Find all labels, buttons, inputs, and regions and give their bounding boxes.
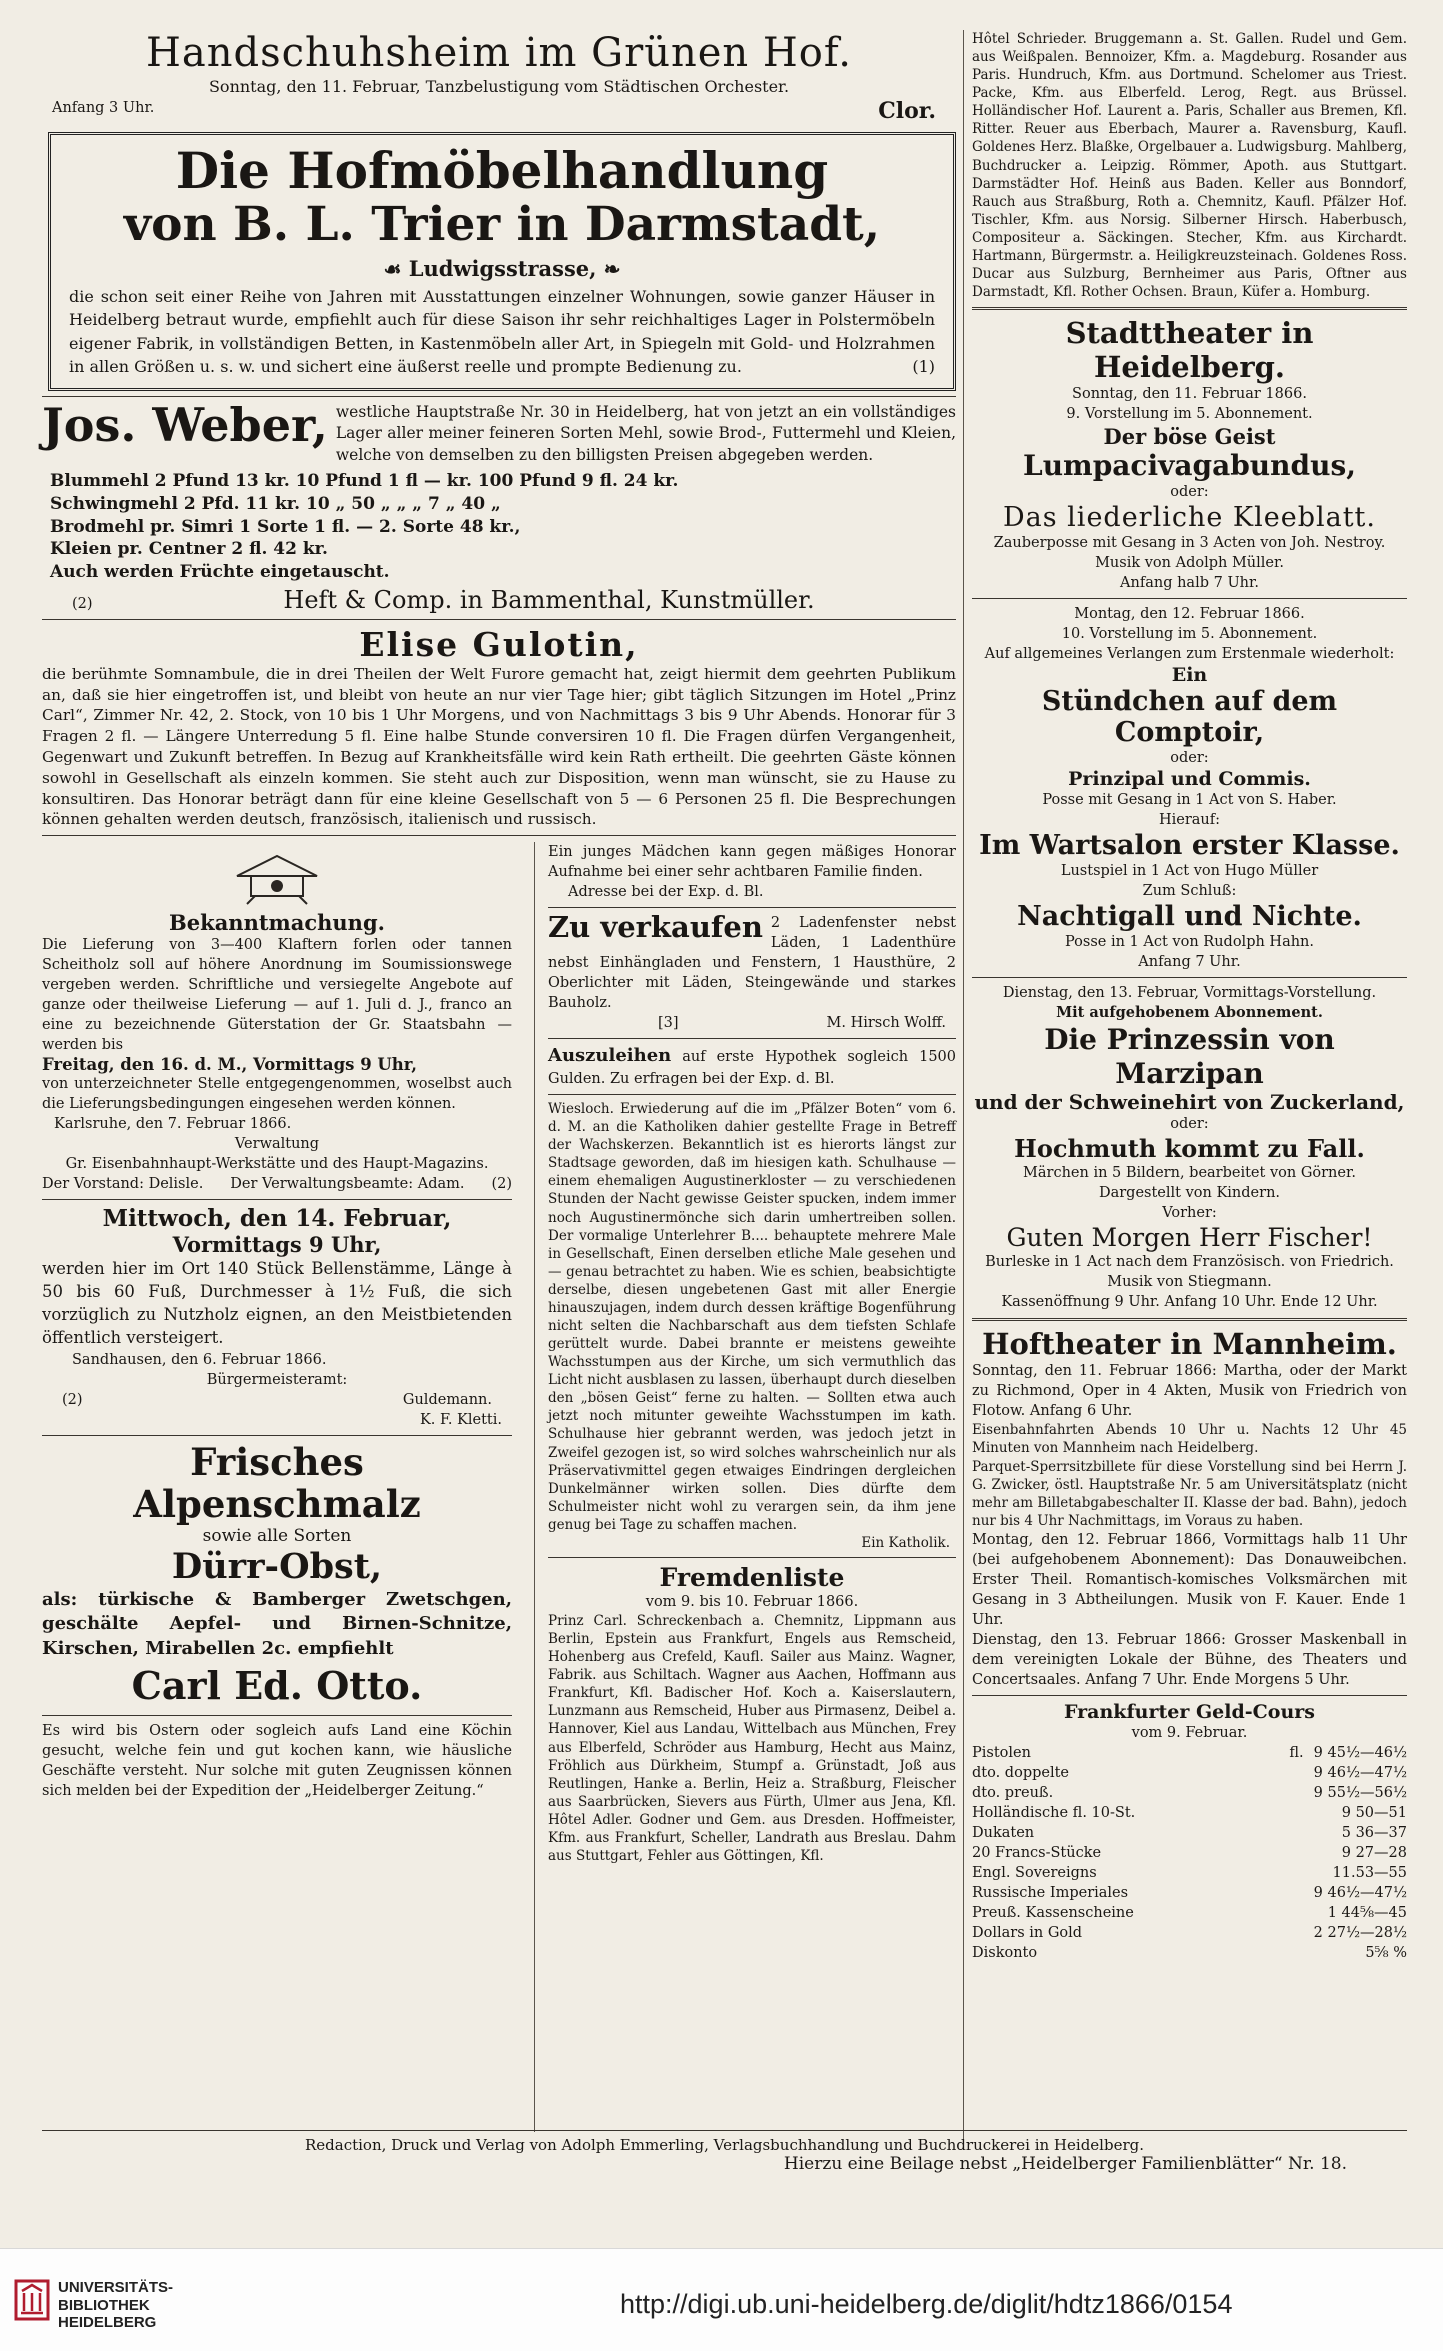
bekanntmachung-title: Bekanntmachung. (169, 910, 385, 936)
fremdenliste-body: Prinz Carl. Schreckenbach a. Chemnitz, Lippmann aus Berlin, Epstein aus Frankfurt, Engels aus Remscheid, Hohenberg aus Crefeld, Kaufl. Sailer aus Mainz. Wagner, Fabrik. aus Schiltach. Wagner aus Aachen, Hoffmann aus Frankfurt, Kfl. Badischer Hof. Koch a. Kaiserslautern, Lunzmann aus Remscheid, Huber aus Pirmasenz, Deibel a. Hannover, Kiel aus Landau, Wittelbach aus München, Frey aus Elberfeld, Schröder aus Hamburg, Hecht aus Mainz, Fröhlich aus Dürkheim, Stumpf a. Grünstadt, Joß aus Reutlingen, Hanke a. Berlin, Heiz a. Straßburg, Fleischer aus Saarbrücken, Sievers aus Fürth, Ulmer aus Jena, Kfl. Hôtel Adler. Godner und Gem. aus Dresden. Hoffmeister, Kfm. aus Frankfurt, Scheller, Landrath aus Breslau. Dahm aus Stuttgart, Fehler aus Göttingen, Kfl. (548, 1612, 956, 1864)
bekanntmachung-body: Die Lieferung von 3—400 Klaftern forlen oder tannen Scheitholz soll auf höhere Anordnung im Soumissionswege vergeben werden. Schriftliche und versiegelte Angebote auf ganze oder theilweise Lieferung — auf 1. Juli d. J., franco an eine zu bezeichnende Güterstation der Gr. Staatsbahn — werden bis (42, 937, 512, 1054)
alpenschmalz-sub: sowie alle Sorten (202, 1525, 352, 1546)
geldcours-row-name: dto. doppelte (972, 1764, 1070, 1781)
geldcours-row (972, 1803, 1407, 1823)
hoftheater-body4: Montag, den 12. Februar 1866, Vormittags halb 11 Uhr (bei aufgehobenem Abonnement): Das Donauweibchen. Erster Theil. Romantisch-komisches Volksmärchen mit Gesang in 3 Abtheilungen. Musik von F. Kauer. Ende 1 Uhr. (972, 1531, 1407, 1628)
handschuhsheim-line1: Sonntag, den 11. Februar, Tanzbelustigung vom Städtischen Orchester. (208, 77, 790, 96)
trier-title1: Die Hofmöbelhandlung (175, 141, 829, 201)
weber-price-1: Blummehl 2 Pfund 13 kr. 10 Pfund 1 fl — kr. 100 Pfund 9 fl. 24 kr. (50, 471, 679, 491)
ornament-left-icon: ☙ (383, 257, 402, 282)
right-sub-column (548, 842, 956, 1865)
stadttheater-p1d: Zauberposse mit Gesang in 3 Acten von Joh. Nestroy. Musik von Adolph Müller. (993, 535, 1386, 572)
geldcours-row (972, 1743, 1407, 1763)
university-library-logo-icon (14, 2279, 50, 2321)
geldcours-row-name: Dukaten (972, 1824, 1035, 1841)
bekanntmachung-mark: (2) (491, 1176, 512, 1193)
stadttheater-p2b: Stündchen auf dem Comptoir, (1041, 686, 1338, 749)
mittwoch-name: Guldemann. (402, 1391, 492, 1408)
verkaufen-name: M. Hirsch Wolff. (826, 1015, 946, 1032)
alpenschmalz-title: Frisches Alpenschmalz (133, 1439, 421, 1527)
verkaufen-body: 2 Ladenfenster nebst Läden, 1 Ladenthüre nebst Einhängladen und Fenstern, 1 Hausthüre, 2 Oberlichter mit Läden, Steingewände und starkes Bauholz. (548, 915, 956, 1012)
stadttheater-vorher: Vorher: (1162, 1205, 1217, 1222)
stadttheater-v3: Mit aufgehobenem Abonnement. (1056, 1004, 1323, 1022)
weber-name: Jos. Weber, (42, 397, 328, 452)
hoftheater-body1: Sonntag, den 11. Februar 1866: Martha, oder der Markt zu Richmond, Oper in 4 Akten, Musik von Friedrich von Flotow. Anfang 6 Uhr. (972, 1363, 1407, 1420)
library-footer-bar (0, 2248, 1443, 2351)
stadttheater-v1: 9. Vorstellung im 5. Abonnement. (1066, 406, 1313, 423)
stadttheater (972, 316, 1407, 1312)
fremdenliste-date: vom 9. bis 10. Februar 1866. (645, 1593, 859, 1610)
stadttheater-d1: Sonntag, den 11. Februar 1866. (1072, 386, 1307, 403)
page-footer (42, 2125, 1407, 2174)
hoftheater-body3: Parquet-Sperrsitzbillete für diese Vorstellung sind bei Herrn J. G. Zwicker, östl. Hauptstraße Nr. 5 am Universitätsplatz (nicht mehr am Billetabgabeschalter II. Klasse der bad. Bahn), jedoch nur bis 4 Uhr Nachmittags, im Voraus zu haben. (972, 1458, 1407, 1529)
stadttheater-p5d: Märchen in 5 Bildern, bearbeitet von Görner. (1023, 1165, 1356, 1182)
stadttheater-zumschluss: Zum Schluß: (1142, 883, 1237, 900)
ad-handschuhsheim (42, 30, 956, 124)
geldcours-row (972, 1883, 1407, 1903)
stadttheater-p4c: Anfang 7 Uhr. (1138, 954, 1241, 971)
stadttheater-p6c: Kassenöffnung 9 Uhr. Anfang 10 Uhr. Ende 12 Uhr. (1001, 1294, 1378, 1311)
geldcours-row-name: Dollars in Gold (972, 1924, 1083, 1941)
stadttheater-d2: Montag, den 12. Februar 1866. (1074, 606, 1305, 623)
stadttheater-p6b: Burleske in 1 Act nach dem Französisch. von Friedrich. Musik von Stiegmann. (985, 1254, 1394, 1291)
library-name-line3: HEIDELBERG (58, 2314, 157, 2332)
hoftheater-body2: Eisenbahnfahrten Abends 10 Uhr u. Nachts 12 Uhr 45 Minuten von Mannheim nach Heidelberg. (972, 1422, 1407, 1457)
library-name (58, 2279, 173, 2332)
fremdenliste-title: Fremdenliste (659, 1562, 845, 1592)
weber-price-4: Kleien pr. Centner 2 fl. 42 kr. (50, 539, 328, 560)
stadttheater-p3b: Lustspiel in 1 Act von Hugo Müller (1060, 863, 1319, 880)
stadttheater-p5a: Die Prinzessin von Marzipan (1044, 1023, 1335, 1090)
geldcours-row-value: 9 46½—47½ (1313, 1884, 1407, 1901)
geldcours-row-value: 9 55½—56½ (1313, 1784, 1407, 1801)
stadttheater-oder2: oder: (1170, 750, 1209, 767)
geldcours-row-value: 9 50—51 (1341, 1804, 1407, 1821)
geldcours-row-name: Engl. Sovereigns (972, 1864, 1097, 1881)
bekanntmachung-place: Karlsruhe, den 7. Februar 1866. (54, 1116, 292, 1133)
hoftheater-title: Hoftheater in Mannheim. (982, 1327, 1397, 1362)
geldcours-row-value: 1 44⅝—45 (1327, 1904, 1407, 1921)
geldcours-row-unit: fl. (1289, 1744, 1304, 1761)
handschuhsheim-title: Handschuhsheim im Grünen Hof. (146, 30, 852, 76)
trier-mark: (1) (912, 356, 935, 376)
ad-gulotin (42, 625, 956, 830)
stadttheater-p2c: Prinzipal und Commis. (1068, 768, 1311, 791)
gulotin-body: die berühmte Somnambule, die in drei Theilen der Welt Furore gemacht hat, zeigt hiermit dem geehrten Publikum an, daß sie hier eingetroffen ist, und bleibt von heute an nur vier Tage hier; gibt täglich Sitzungen im Hotel „Prinz Carl“, Zimmer Nr. 42, 2. Stock, von 10 bis 1 Uhr Morgens, und von Nachmittags 3 bis 9 Uhr Abends. Honorar für 3 Fragen 2 fl. — Längere Unterredung 5 fl. Eine halbe Stunde conversiren 10 fl. Die Fragen dürfen Vergangenheit, Gegenwart und Zukunft betreffen. In Bezug auf Krankheitsfälle wird kein Rath ertheilt. Die geehrten Gäste können sowohl in Gesellschaft als einzeln kommen. Sie steht auch zur Disposition, wenn man wünscht, sie zu Hause zu konsultiren. Das Honorar beträgt dann für eine kleine Gesellschaft von 5 — 6 Personen 25 fl. Die Besprechungen können gehalten werden deutsch, französisch, italienisch und russisch. (42, 664, 956, 829)
geldcours-row-name: 20 Francs-Stücke (972, 1844, 1102, 1861)
ad-trier-box (48, 132, 956, 391)
bekanntmachung-sig-right: Der Verwaltungsbeamte: Adam. (230, 1176, 465, 1193)
weber-price-3: Brodmehl pr. Simri 1 Sorte 1 fl. — 2. Sorte 48 kr., (50, 516, 521, 537)
bekanntmachung-auth2: Gr. Eisenbahnhaupt-Werkstätte und des Haupt-Magazins. (65, 1156, 489, 1173)
stadttheater-v2b: Auf allgemeines Verlangen zum Erstenmale wiederholt: (984, 646, 1395, 663)
mittwoch-time: Vormittags 9 Uhr, (172, 1232, 382, 1258)
weber-price-2: Schwingmehl 2 Pfd. 11 kr. 10 „ 50 „ „ „ 7 „ 40 „ (50, 493, 501, 514)
mittwoch-clerk: K. F. Kletti. (419, 1411, 502, 1428)
left-sub-column (42, 842, 512, 1801)
stadttheater-p4a: Nachtigall und Nichte. (1017, 901, 1362, 933)
koechin-body: Es wird bis Ostern oder sogleich aufs Land eine Köchin gesucht, welche fein und gut kochen kann, wie häusliche Geschäfte versteht. Nur solche mit guten Zeugnissen können sich melden bei der Expedition der „Heidelberger Zeitung.“ (42, 1723, 512, 1800)
auszuleihen-title: Auszuleihen (548, 1045, 672, 1067)
handschuhsheim-signature: Clor. (878, 98, 936, 125)
mittwoch-place: Sandhausen, den 6. Februar 1866. (72, 1351, 327, 1368)
geldcours-row (972, 1843, 1407, 1863)
hotels-body: Hôtel Schrieder. Bruggemann a. St. Gallen. Rudel und Gem. aus Weißpalen. Bennoizer, Kfm. a. Magdeburg. Rosander aus Paris. Hundruch, Kfm. aus Dortmund. Schelomer aus Triest. Packe, Kfm. aus Elberfeld. Lerog, Regt. aus Brüssel. Holländischer Hof. Laurent a. Paris, Schaller aus Bremen, Kfl. Ritter. Reuer aus Eberbach, Maurer a. Ravensburg, Kaufl. Goldenes Herz. Blaßke, Orgelbauer a. Ludwigsburg. Mahlberg, Buchdrucker a. Leipzig. Römmer, Apoth. aus Stuttgart. Darmstädter Hof. Heinß aus Baden. Keller aus Bonndorf, Rauch aus Straßburg, Roth a. Chemnitz, Kaufl. Pfälzer Hof. Tischler, Kfm. aus Norsig. Silberner Hirsch. Haberbusch, Compositeur a. Säckingen. Stecher, Kfm. aus Kirchardt. Hartmann, Bürgermstr. a. Heiligkreuzsteinach. Goldenes Ross. Ducar aus Sulzburg, Bernheimer aus Paris, Oftner aus Darmstadt, Kfl. Rother Ochsen. Braun, Küfer a. Homburg. (972, 31, 1407, 301)
weber-mark: (2) (72, 595, 93, 612)
wiesloch-sig: Ein Katholik. (861, 1534, 950, 1551)
stadttheater-oder1: oder: (1170, 484, 1209, 501)
library-name-line2: BIBLIOTHEK (58, 2296, 150, 2314)
geldcours-date: vom 9. Februar. (1131, 1724, 1248, 1741)
geldcours-row-value: 9 46½—47½ (1313, 1764, 1407, 1781)
geldcours-row-name: Holländische fl. 10-St. (972, 1804, 1136, 1821)
stadttheater-p2a: Ein (1171, 664, 1208, 687)
weber-firm: Heft & Comp. in Bammenthal, Kunstmüller. (283, 585, 815, 614)
geldcours-row (972, 1923, 1407, 1943)
geldcours-title: Frankfurter Geld-Cours (1064, 1700, 1315, 1723)
stadttheater-p4b: Posse in 1 Act von Rudolph Hahn. (1065, 934, 1314, 951)
stadttheater-p2d: Posse mit Gesang in 1 Act von S. Haber. (1042, 792, 1337, 809)
newspaper-page (42, 30, 1407, 2226)
bleed-through-watermark (66, 1903, 479, 2078)
alpenschmalz-name: Carl Ed. Otto. (131, 1663, 423, 1709)
geldcours-row (972, 1783, 1407, 1803)
geldcours-row-name: Preuß. Kassenscheine (972, 1904, 1134, 1921)
mittwoch-mark: (2) (62, 1391, 83, 1408)
geldcours-row-value: 2 27½—28½ (1313, 1924, 1407, 1941)
stadttheater-oder3: oder: (1170, 1116, 1209, 1133)
trier-title2: von B. L. Trier in Darmstadt, (123, 197, 881, 253)
coat-of-arms-icon (217, 850, 337, 906)
stadttheater-p1e: Anfang halb 7 Uhr. (1120, 575, 1259, 592)
mittwoch-office: Bürgermeisteramt: (206, 1371, 348, 1388)
geldcours-row-name: dto. preuß. (972, 1784, 1054, 1801)
sub-column-divider (534, 842, 535, 2132)
permalink-url[interactable]: http://digi.ub.uni-heidelberg.de/diglit/hdtz1866/0154 (620, 2289, 1233, 2319)
auszuleihen-body: auf erste Hypothek sogleich 1500 Gulden. Zu erfragen bei der Exp. d. Bl. (548, 1049, 956, 1088)
stadttheater-d3: Dienstag, den 13. Februar, Vormittags-Vorstellung. (1002, 985, 1377, 1002)
weber-body: westliche Hauptstraße Nr. 30 in Heidelberg, hat von jetzt an ein vollständiges Lager aller meiner feineren Sorten Mehl, sowie Brod-, Futtermehl und Kleien, welche von demselben zu den billigsten Preisen abgegeben werden. (335, 402, 956, 464)
geldcours (972, 1701, 1407, 1963)
bekanntmachung-sig-left: Der Vorstand: Delisle. (42, 1176, 204, 1193)
stadttheater-p1c: Das liederliche Kleeblatt. (1002, 502, 1376, 534)
stadttheater-p5c: Hochmuth kommt zu Fall. (1014, 1134, 1365, 1164)
maedchen-body: Ein junges Mädchen kann gegen mäßiges Honorar Aufnahme bei einer sehr achtbaren Familie finden. (548, 844, 956, 881)
weber-price-5: Auch werden Früchte eingetauscht. (50, 562, 390, 583)
maedchen-addr: Adresse bei der Exp. d. Bl. (568, 884, 764, 901)
geldcours-row (972, 1943, 1407, 1963)
mittwoch-body: werden hier im Ort 140 Stück Bellenstämme, Länge à 50 bis 60 Fuß, Durchmesser à 1½ Fuß, die sich vorzüglich zu Nutzholz eignen, an den Meistbietenden öffentlich versteigert. (42, 1259, 512, 1348)
geldcours-row-name: Diskonto (972, 1944, 1038, 1961)
geldcours-row (972, 1763, 1407, 1783)
stadttheater-p5b: und der Schweinehirt von Zuckerland, (974, 1090, 1405, 1115)
alpenschmalz-body: als: türkische & Bamberger Zwetschgen, geschälte Aepfel- und Birnen-Schnitze, Kirschen, Mirabellen 2c. empfiehlt (42, 1588, 512, 1659)
handschuhsheim-start: Anfang 3 Uhr. (52, 100, 155, 117)
gulotin-name: Elise Gulotin, (359, 624, 639, 664)
verkaufen-title: Zu verkaufen (548, 910, 763, 945)
alpenschmalz-title2: Dürr-Obst, (171, 1545, 383, 1587)
footer-line1: Redaction, Druck und Verlag von Adolph Emmerling, Verlagsbuchhandlung und Buchdruckerei in Heidelberg. (304, 2136, 1144, 2154)
bekanntmachung-body2: von unterzeichneter Stelle entgegengenommen, woselbst auch die Lieferungsbedingungen eingesehen werden können. (42, 1076, 512, 1113)
stadttheater-hierauf: Hierauf: (1158, 812, 1221, 829)
ornament-right-icon: ❧ (603, 257, 621, 282)
geldcours-row (972, 1903, 1407, 1923)
geldcours-row-name: Pistolen (972, 1744, 1031, 1761)
geldcours-row-value: 11.53—55 (1332, 1864, 1407, 1881)
hoftheater-body5: Dienstag, den 13. Februar 1866: Grosser Maskenball in dem vereinigten Lokale der Bühne, des Theaters und Concertsaales. Anfang 7 Uhr. Ende Morgens 5 Uhr. (972, 1631, 1407, 1688)
geldcours-row-value: 9 45½—46½ (1313, 1744, 1407, 1761)
left-column (42, 30, 956, 2132)
stadttheater-p6a: Guten Morgen Herr Fischer! (1006, 1223, 1373, 1253)
library-name-line1: UNIVERSITÄTS- (58, 2279, 174, 2296)
trier-body: die schon seit einer Reihe von Jahren mit Ausstattungen einzelner Wohnungen, sowie ganzer Häuser in Heidelberg betraut wurde, empfiehlt auch für diese Saison ihr sehr reichhaltiges Lager in Polstermöbeln eigener Fabrik, in vollständigen Betten, in Kastenmöbeln aller Art, in Spiegeln mit Gold- und Holzrahmen in allen Größen u. s. w. und sichert eine äußerst reelle und prompte Bedienung zu. (69, 287, 935, 376)
column-divider (963, 30, 964, 2145)
geldcours-row (972, 1823, 1407, 1843)
footer-line2: Hierzu eine Beilage nebst „Heidelberger Familienblätter“ Nr. 18. (783, 2154, 1347, 2174)
stadttheater-p5e: Dargestellt von Kindern. (1098, 1185, 1281, 1202)
geldcours-table (972, 1743, 1407, 1963)
verkaufen-mark: [3] (658, 1015, 679, 1032)
ad-weber (42, 397, 956, 614)
right-column (972, 30, 1407, 1963)
stadttheater-v2: 10. Vorstellung im 5. Abonnement. (1061, 626, 1318, 643)
hoftheater (972, 1327, 1407, 1689)
stadttheater-title: Stadttheater in Heidelberg. (1065, 316, 1314, 385)
bekanntmachung-auth1: Verwaltung (234, 1136, 320, 1153)
geldcours-row-name: Russische Imperiales (972, 1884, 1129, 1901)
geldcours-row (972, 1863, 1407, 1883)
bekanntmachung-date: Freitag, den 16. d. M., Vormittags 9 Uhr, (42, 1055, 418, 1075)
geldcours-row-value: 5⅝ % (1365, 1944, 1407, 1961)
geldcours-row-value: 9 27—28 (1341, 1844, 1407, 1861)
trier-street: Ludwigsstrasse, (408, 256, 597, 282)
mittwoch-title: Mittwoch, den 14. Februar, (102, 1205, 452, 1233)
stadttheater-p1b: Lumpacivagabundus, (1023, 449, 1356, 483)
geldcours-row-value: 5 36—37 (1341, 1824, 1407, 1841)
stadttheater-p1a: Der böse Geist (1103, 424, 1276, 450)
stadttheater-p3a: Im Wartsalon erster Klasse. (979, 830, 1400, 862)
wiesloch-body: Wiesloch. Erwiederung auf die im „Pfälzer Boten“ vom 6. d. M. an die Katholiken dahier gestellte Frage in Betreff der Wachskerzen. Bekanntlich ist es hierorts längst zur Stadtsage geworden, daß im hiesigen kath. Schulhause — einem ehemaligen Augustinerkloster — zu verschiedenen Stunden der Nacht gewisse Geister spucken, indem immer noch Augustinermönche sich darin umhertreiben sollen. Der vormalige Unterlehrer B.... behauptete mehrere Male in Gesellschaft, Einen derselben etliche Male gesehen und — genau betrachtet zu haben. Wie es schien, beabsichtigte derselbe, diesen ungebetenen Gast mit aller Energie hinauszujagen, indem durch dessen kräftige Bogenführung nicht selten die Nachbarschaft aus dem tiefsten Schlafe gerüttelt wurde. Dabei brannte er meistens geweihte Wachsstumpen aus der Kirche, um sich vermuthlich das Licht nicht ausblasen zu lassen, überhaupt durch dieselben den „bösen Geist“ ferne zu halten. — Sollten etwa auch jetzt noch mitunter geweihte Wachsstumpen im kath. Schulhause hier gebrannt werden, was jedoch jetzt in Zweifel gezogen ist, so wird solches wahrscheinlich nur als Präservativmittel gegen etwaiges Eindringen dergleichen Dunkelmänner wirken sollen. Dies dürfte dem Schulmeister nicht wohl zu verargen sein, da ihm jene genug bei Tage zu schaffen machen. (548, 1101, 956, 1533)
